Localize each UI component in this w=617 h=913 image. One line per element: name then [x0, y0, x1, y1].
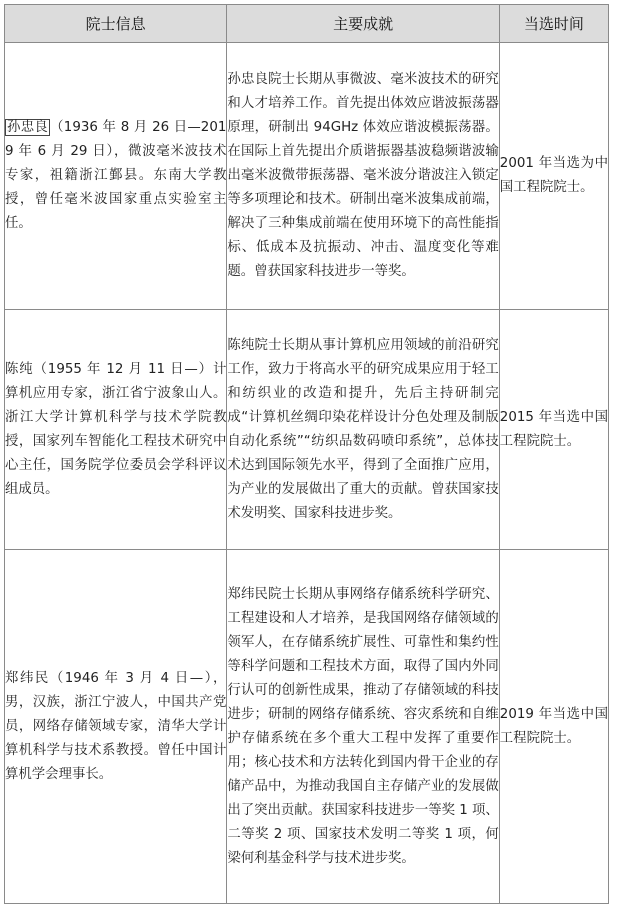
- info-rest: （1936 年 8 月 26 日—2019 年 6 月 29 日），微波毫米波技术专家，祖籍浙江鄞县。东南大学教授，曾任毫米波国家重点实验室主任。: [5, 120, 227, 231]
- elected-text: 2019 年当选中国工程院院士。: [499, 706, 608, 746]
- header-info: 院士信息: [5, 5, 227, 43]
- elected-text: 2001 年当选为中国工程院院士。: [499, 156, 608, 195]
- info-cell: [5, 310, 227, 550]
- achievements-text: 孙忠良院士长期从事微波、毫米波技术的研究和人才培养工作。首先提出体效应谐波振荡器原理，研制出 94GHz 体效应谐波模振荡器。在国际上首先提出介质谐振器基波稳频谐波输出毫米波微带振荡器、毫米波分谐波注入锁定等多项理论和技术。研制出毫米波集成前端，解决了三种集成前端在使用环境下的高性能指标、低成本及抗振动、冲击、温度变化等难题。曾获国家科技进步一等奖。: [227, 72, 499, 279]
- table-row: [5, 310, 609, 550]
- highlighted-name: 孙忠良: [7, 120, 49, 135]
- elected-cell: [499, 43, 608, 310]
- achievements-cell: [227, 43, 499, 310]
- academicians-table: [4, 4, 609, 904]
- achievements-cell: [227, 550, 499, 904]
- table-row: [5, 43, 609, 310]
- info-text: 郑纬民（1946 年 3 月 4 日—），男，汉族，浙江宁波人，中国共产党员，网络存储领域专家，清华大学计算机科学与技术系教授。曾任中国计算机学会理事长。: [5, 670, 227, 782]
- elected-cell: [499, 550, 608, 904]
- header-elected: 当选时间: [499, 5, 608, 43]
- achievements-text: 郑纬民院士长期从事网络存储系统科学研究、工程建设和人才培养，是我国网络存储领域的领军人，在存储系统扩展性、可靠性和集约性等科学问题和工程技术方面，取得了国内外同行认可的创新性成果，推动了存储领域的科技进步；研制的网络存储系统、容灾系统和自维护存储系统在多个重大工程中发挥了重要作用；核心技术和方法转化到国内骨干企业的存储产品中，为推动我国自主存储产业的发展做出了突出贡献。获国家科技进步一等奖 1 项、二等奖 2 项、国家技术发明二等奖 1 项，何梁何利基金科学与技术进步奖。: [227, 586, 499, 866]
- elected-text: 2015 年当选中国工程院院士。: [499, 409, 608, 449]
- header-achievements: 主要成就: [227, 5, 499, 43]
- info-cell: [5, 550, 227, 904]
- elected-cell: [499, 310, 608, 550]
- header-row: [5, 5, 609, 43]
- info-text: [5, 116, 226, 236]
- info-text: 陈纯（1955 年 12 月 11 日—）计算机应用专家，浙江省宁波象山人。浙江大学计算机科学与技术学院教授，国家列车智能化工程技术研究中心主任，国务院学位委员会学科评议组成员。: [5, 361, 227, 497]
- achievements-text: 陈纯院士长期从事计算机应用领域的前沿研究工作，致力于将高水平的研究成果应用于轻工和纺织业的改造和提升，先后主持研制完成“计算机丝绸印染花样设计分色处理及制版自动化系统”“纺织品数码喷印系统”，总体技术达到国际领先水平，得到了全面推广应用，为产业的发展做出了重大的贡献。曾获国家技术发明奖、国家科技进步奖。: [227, 337, 499, 521]
- achievements-cell: [227, 310, 499, 550]
- table-row: [5, 550, 609, 904]
- info-cell: [5, 43, 227, 310]
